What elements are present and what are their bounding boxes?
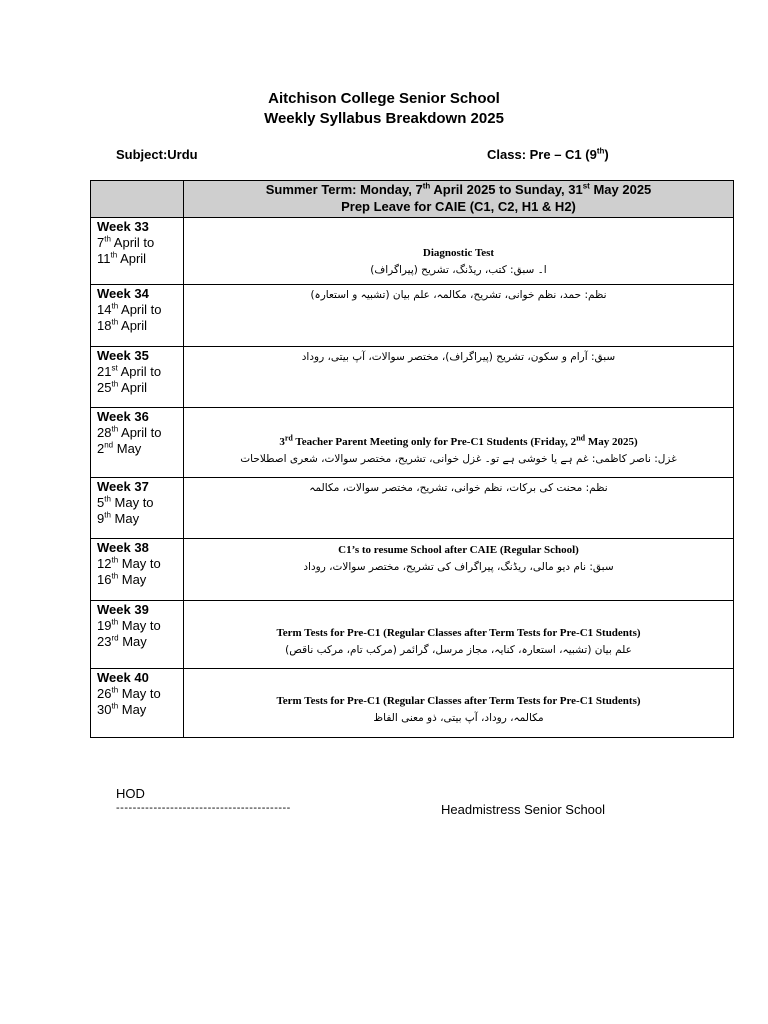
urdu-syllabus-text: سبق: آرام و سکون، تشریح (پیراگراف)، مختصر سوالات، آپ بیتی، روداد: [301, 351, 616, 363]
week-date-to: 16th May: [97, 571, 147, 587]
signature-line: ------------------------------------------: [116, 802, 291, 814]
activity-note: 3rd Teacher Parent Meeting only for Pre-C1 Students (Friday, 2nd May 2025): [279, 433, 638, 448]
week-cell: [91, 285, 184, 347]
week-date-from: 5th May to: [97, 494, 154, 510]
activity-note: Term Tests for Pre-C1 (Regular Classes after Term Tests for Pre-C1 Students): [276, 627, 641, 639]
term-header-row: [91, 181, 734, 218]
activity-note: C1’s to resume School after CAIE (Regular School): [338, 544, 579, 556]
week-date-to: 2nd May: [97, 440, 142, 456]
table-row: [91, 285, 734, 347]
syllabus-table: [90, 180, 734, 738]
week-date-to: 18th April: [97, 317, 148, 333]
content-cell: [184, 478, 734, 539]
week-cell: [91, 478, 184, 539]
school-name: Aitchison College Senior School: [268, 90, 500, 107]
content-cell: [184, 669, 734, 738]
urdu-syllabus-text: نظم: حمد، نظم خوانی، تشریح، مکالمہ، علم بیان (تشبیہ و استعارہ): [310, 289, 607, 301]
week-date-from: 28th April to: [97, 424, 162, 440]
week-cell: [91, 408, 184, 478]
urdu-syllabus-text: علم بیان (تشبیہ، استعارہ، کنایہ، مجاز مرسل، گرائمر (مرکب تام، مرکب ناقص): [285, 644, 632, 656]
week-date-to: 25th April: [97, 379, 148, 395]
content-cell: [184, 408, 734, 478]
table-row: [91, 347, 734, 408]
document-header: [0, 89, 768, 129]
week-cell: [91, 347, 184, 408]
week-date-from: 12th May to: [97, 555, 161, 571]
table-row: [91, 601, 734, 669]
week-date-to: 11th April: [97, 250, 147, 266]
week-title: Week 39: [97, 602, 149, 617]
headmistress-label: Headmistress Senior School: [441, 802, 606, 817]
content-cell: [184, 218, 734, 285]
table-row: [91, 218, 734, 285]
class-label: Class: Pre – C1 (9th): [487, 146, 609, 162]
week-date-from: 19th May to: [97, 617, 161, 633]
week-title: Week 33: [97, 219, 149, 234]
week-title: Week 40: [97, 670, 149, 685]
week-title: Week 35: [97, 348, 149, 363]
week-title: Week 38: [97, 540, 149, 555]
week-date-to: 30th May: [97, 701, 147, 717]
urdu-syllabus-text: غزل: ناصر کاظمی: غم ہے یا خوشی ہے تو۔ غزل خوانی، تشریح، مختصر سوالات، شعری اصطلاحات: [240, 453, 677, 465]
urdu-syllabus-text: نظم: محنت کی برکات، نظم خوانی، تشریح، مختصر سوالات، مکالمہ: [309, 482, 608, 494]
activity-note: Term Tests for Pre-C1 (Regular Classes after Term Tests for Pre-C1 Students): [276, 695, 641, 707]
week-cell: [91, 669, 184, 738]
activity-note: Diagnostic Test: [422, 247, 495, 259]
table-row: [91, 669, 734, 738]
content-cell: [184, 539, 734, 601]
content-cell: [184, 285, 734, 347]
urdu-syllabus-text: سبق: نام دیو مالی، ریڈنگ، پیراگراف کی تشریح، مختصر سوالات، روداد: [303, 561, 614, 573]
urdu-syllabus-text: مکالمہ، روداد، آپ بیتی، ذو معنی الفاظ: [373, 712, 544, 724]
week-date-from: 14th April to: [97, 301, 162, 317]
week-date-from: 7th April to: [97, 234, 155, 250]
table-row: [91, 478, 734, 539]
week-cell: [91, 539, 184, 601]
urdu-syllabus-text: ا۔ سبق: کتب، ریڈنگ، تشریح (پیراگراف): [370, 264, 547, 276]
content-cell: [184, 601, 734, 669]
term-dates: Summer Term: Monday, 7th April 2025 to Sunday, 31st May 2025: [265, 181, 652, 197]
prep-leave-note: Prep Leave for CAIE (C1, C2, H1 & H2): [341, 199, 576, 214]
term-header-cell: [184, 181, 734, 218]
hod-label: HOD: [116, 786, 145, 801]
week-date-from: 21st April to: [97, 363, 162, 379]
content-cell: [184, 347, 734, 408]
header-blank-cell: [91, 181, 184, 218]
week-date-to: 9th May: [97, 510, 140, 526]
week-title: Week 37: [97, 479, 149, 494]
document-title: Weekly Syllabus Breakdown 2025: [264, 110, 504, 127]
table-row: [91, 539, 734, 601]
week-cell: [91, 601, 184, 669]
week-date-to: 23rd May: [97, 633, 147, 649]
week-title: Week 36: [97, 409, 149, 424]
week-title: Week 34: [97, 286, 149, 301]
subject-label: Subject:Urdu: [116, 147, 198, 162]
week-date-from: 26th May to: [97, 685, 161, 701]
week-cell: [91, 218, 184, 285]
table-row: [91, 408, 734, 478]
